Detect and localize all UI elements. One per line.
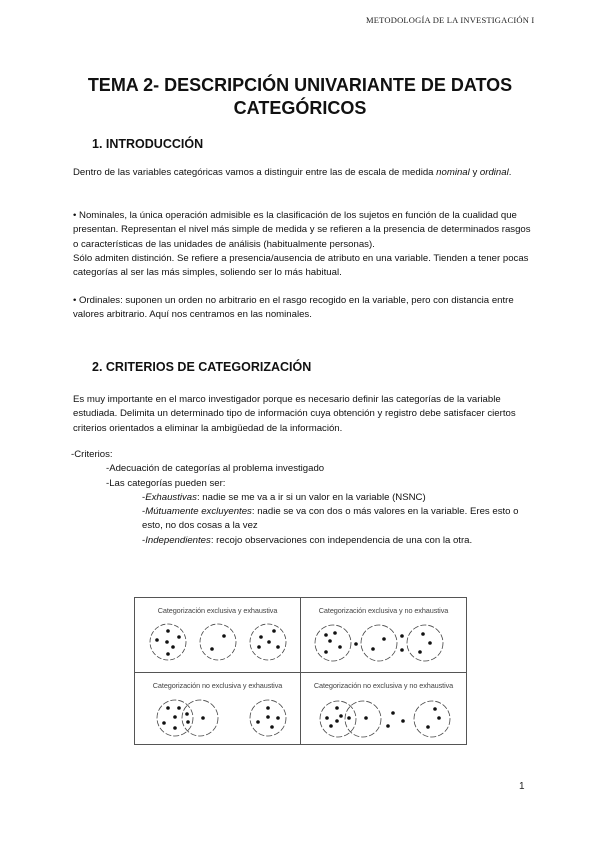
page-number: 1 bbox=[519, 781, 525, 792]
term-nominal: nominal bbox=[436, 167, 470, 178]
figure-cell-exclusive-non-exhaustive: Categorización exclusiva y no exhaustiva bbox=[301, 598, 466, 673]
section-1-heading: 1. INTRODUCCIÓN bbox=[92, 137, 204, 151]
criterios-list bbox=[71, 448, 531, 548]
separate-sets-with-outliers-icon bbox=[301, 616, 467, 672]
page-title bbox=[60, 74, 540, 120]
title-line-2: CATEGÓRICOS bbox=[233, 98, 367, 118]
figure-cell-exclusive-exhaustive: Categorización exclusiva y exhaustiva bbox=[135, 598, 301, 673]
term-ordinal: ordinal bbox=[479, 167, 509, 178]
categorization-figure bbox=[134, 597, 467, 745]
overlapping-sets-with-outliers-icon bbox=[301, 691, 467, 747]
figure-cell-non-exclusive-non-exhaustive: Categorización no exclusiva y no exhaustiva bbox=[301, 673, 466, 744]
overlapping-sets-icon bbox=[135, 691, 301, 747]
tipo-item: -Exhaustivas: nadie se me va a ir si un valor en la variable (NSNC) bbox=[142, 491, 426, 503]
three-separate-sets-icon bbox=[135, 616, 301, 672]
intro-paragraph: Dentro de las variables categóricas vamos a distinguir entre las de escala de medida nominal y ordinal. bbox=[73, 167, 512, 178]
criterio-item: -Adecuación de categorías al problema investigado bbox=[106, 463, 325, 475]
ordinales-paragraph: • Ordinales: suponen un orden no arbitrario en el rasgo recogido en la variable, pero con distancia entre valores arbitrario. Aquí nos centramos en las nominales. bbox=[73, 295, 514, 321]
figure-cell-non-exclusive-exhaustive: Categorización no exclusiva y exhaustiva bbox=[135, 673, 301, 744]
nominales-paragraph: • Nominales, la única operación admisible es la clasificación de los sujetos en función de la cualidad que presentan. Representan el nivel más simple de medida y se refieren a la presencia de determinados rasgos o características de las unidades de análisis (habitualmente personas). Sólo admiten distinción. Se refiere a presencia/ausencia de atributo en una variable. Tienden a tener pocas categorías al ser las más simples, soliendo ser lo más habitual. bbox=[73, 210, 531, 279]
tipo-item: -Independientes: recojo observaciones con independencia de una con la otra. bbox=[142, 534, 473, 546]
criterios-label: -Criterios: bbox=[71, 449, 113, 460]
title-line-1: TEMA 2- DESCRIPCIÓN UNIVARIANTE DE DATOS bbox=[87, 75, 513, 95]
criterio-item: -Las categorías pueden ser: bbox=[106, 477, 226, 489]
running-header: METODOLOGÍA DE LA INVESTIGACIÓN I bbox=[366, 15, 535, 25]
tipo-item: -Mútuamente excluyentes: nadie se va con dos o más valores en la variable. Eres esto o esto, no dos cosas a la vez bbox=[142, 506, 519, 532]
section-2-heading: 2. CRITERIOS DE CATEGORIZACIÓN bbox=[92, 360, 312, 374]
criterios-intro-paragraph: Es muy importante en el marco investigador porque es necesario definir las categorías de la variable estudiada. Delimita un determinado tipo de información cuya obtención y registro debe satisfacer ciertos criterios orientados a eliminar la ambigüedad de la información. bbox=[73, 394, 516, 434]
